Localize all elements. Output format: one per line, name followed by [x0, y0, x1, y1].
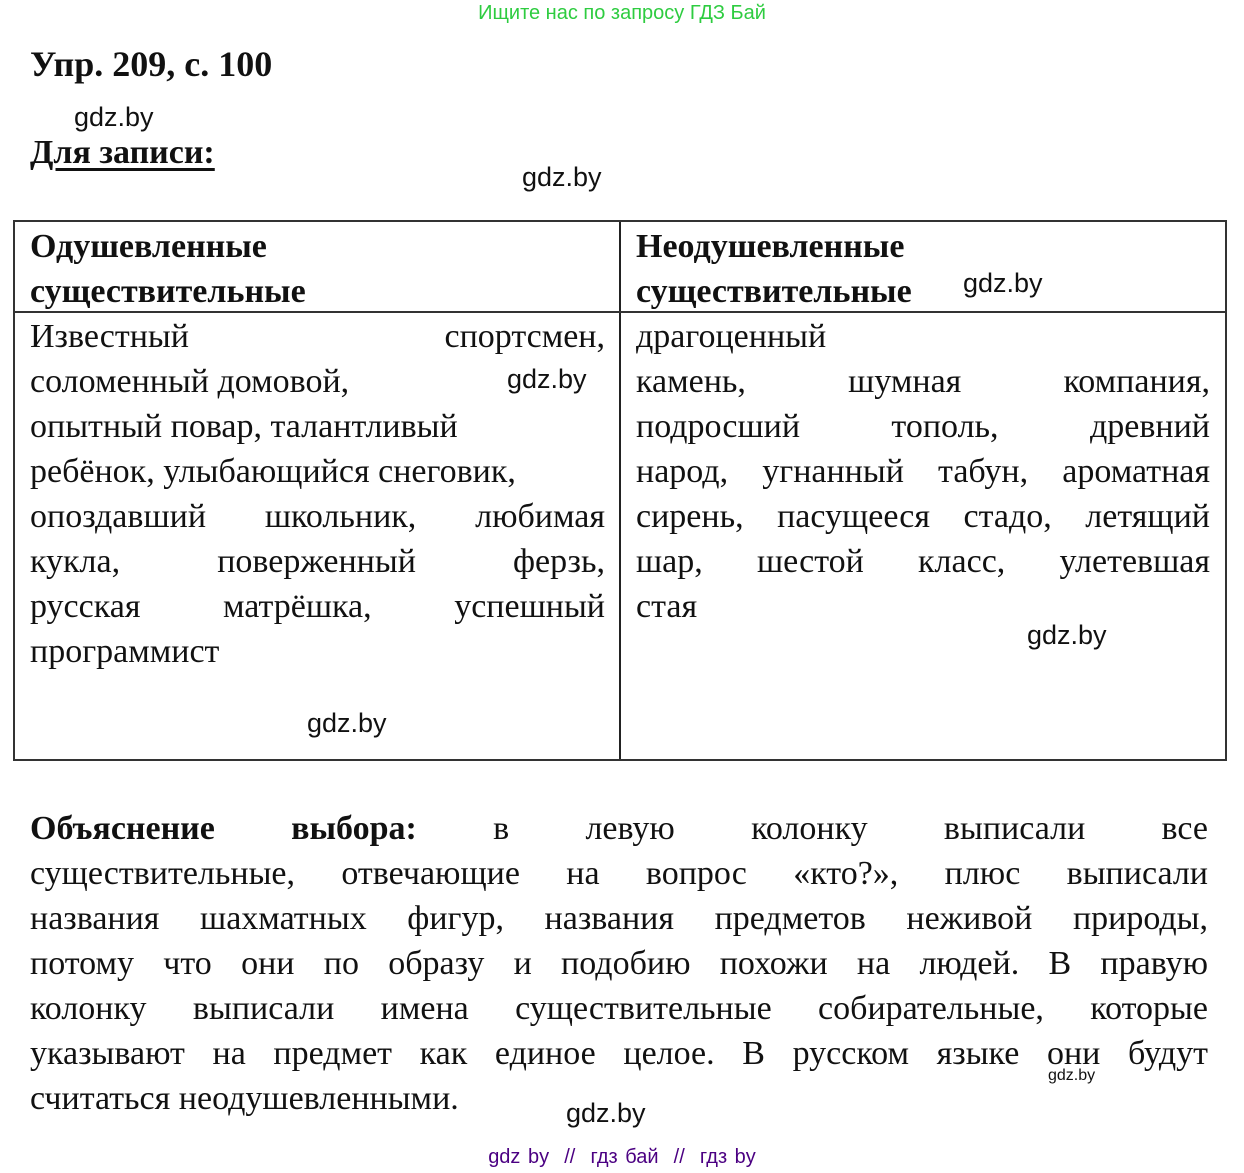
cell-line: сирень, пасущееся стадо, летящий — [636, 498, 1210, 535]
watermark: gdz.by — [1048, 1067, 1096, 1084]
watermark: gdz.by — [74, 102, 154, 132]
cell-line: опытный повар, талантливый — [30, 408, 458, 445]
cell-line: соломенный домовой, — [30, 363, 350, 400]
explanation-line: колонку выписали имена существительные собирательные, которые — [30, 990, 1208, 1027]
explanation-line — [30, 806, 1208, 851]
cell-line: опоздавший школьник, любимая — [30, 498, 605, 535]
watermark: gdz.by — [1027, 620, 1107, 650]
cell-line: народ, угнанный табун, ароматная — [636, 453, 1210, 490]
cell-line: стая — [636, 588, 698, 625]
header-line: существительные — [30, 273, 306, 310]
cell-line: шар, шестой класс, улетевшая — [636, 543, 1210, 580]
cell-line: драгоценный — [636, 318, 827, 355]
watermark: gdz.by — [566, 1098, 646, 1128]
explanation-line: существительные, отвечающие на вопрос «кто?», плюс выписали — [30, 855, 1208, 892]
explanation-line: считаться неодушевленными. — [30, 1080, 459, 1117]
header-line: Неодушевленные — [636, 228, 905, 265]
header-inanimate — [636, 224, 912, 314]
cell-line: подросший тополь, древний — [636, 408, 1210, 445]
explanation-line: потому что они по образу и подобию похожи на людей. В правую — [30, 945, 1208, 982]
cell-line: камень, шумная компания, — [636, 363, 1210, 400]
inanimate-nouns-cell — [636, 314, 1210, 629]
cell-line: Известный спортсмен, — [30, 318, 605, 355]
explanation-text: в левую колонку выписали все — [493, 810, 1208, 847]
footer-links: gdz by // гдз бай // гдз by — [488, 1146, 756, 1168]
section-label: Для записи: — [30, 134, 215, 171]
explanation-line: указывают на предмет как единое целое. В русском языке они будут — [30, 1035, 1208, 1072]
explanation-paragraph — [30, 806, 1208, 1121]
cell-line: программист — [30, 633, 220, 670]
header-animate — [30, 224, 306, 314]
watermark: gdz.by — [522, 162, 602, 192]
column-divider — [619, 222, 621, 759]
cell-line: кукла, поверженный ферзь, — [30, 543, 605, 580]
explanation-label: Объяснение выбора: — [30, 810, 417, 847]
top-banner: Ищите нас по запросу ГДЗ Бай — [478, 2, 766, 24]
nouns-table — [13, 220, 1227, 761]
header-line: Одушевленные — [30, 228, 267, 265]
cell-line: ребёнок, улыбающийся снеговик, — [30, 453, 516, 490]
watermark: gdz.by — [963, 268, 1043, 298]
watermark: gdz.by — [307, 708, 387, 738]
exercise-title: Упр. 209, с. 100 — [30, 44, 273, 84]
cell-line: русская матрёшка, успешный — [30, 588, 605, 625]
explanation-line: названия шахматных фигур, названия предметов неживой природы, — [30, 900, 1208, 937]
header-line: существительные — [636, 273, 912, 310]
watermark: gdz.by — [507, 364, 587, 394]
